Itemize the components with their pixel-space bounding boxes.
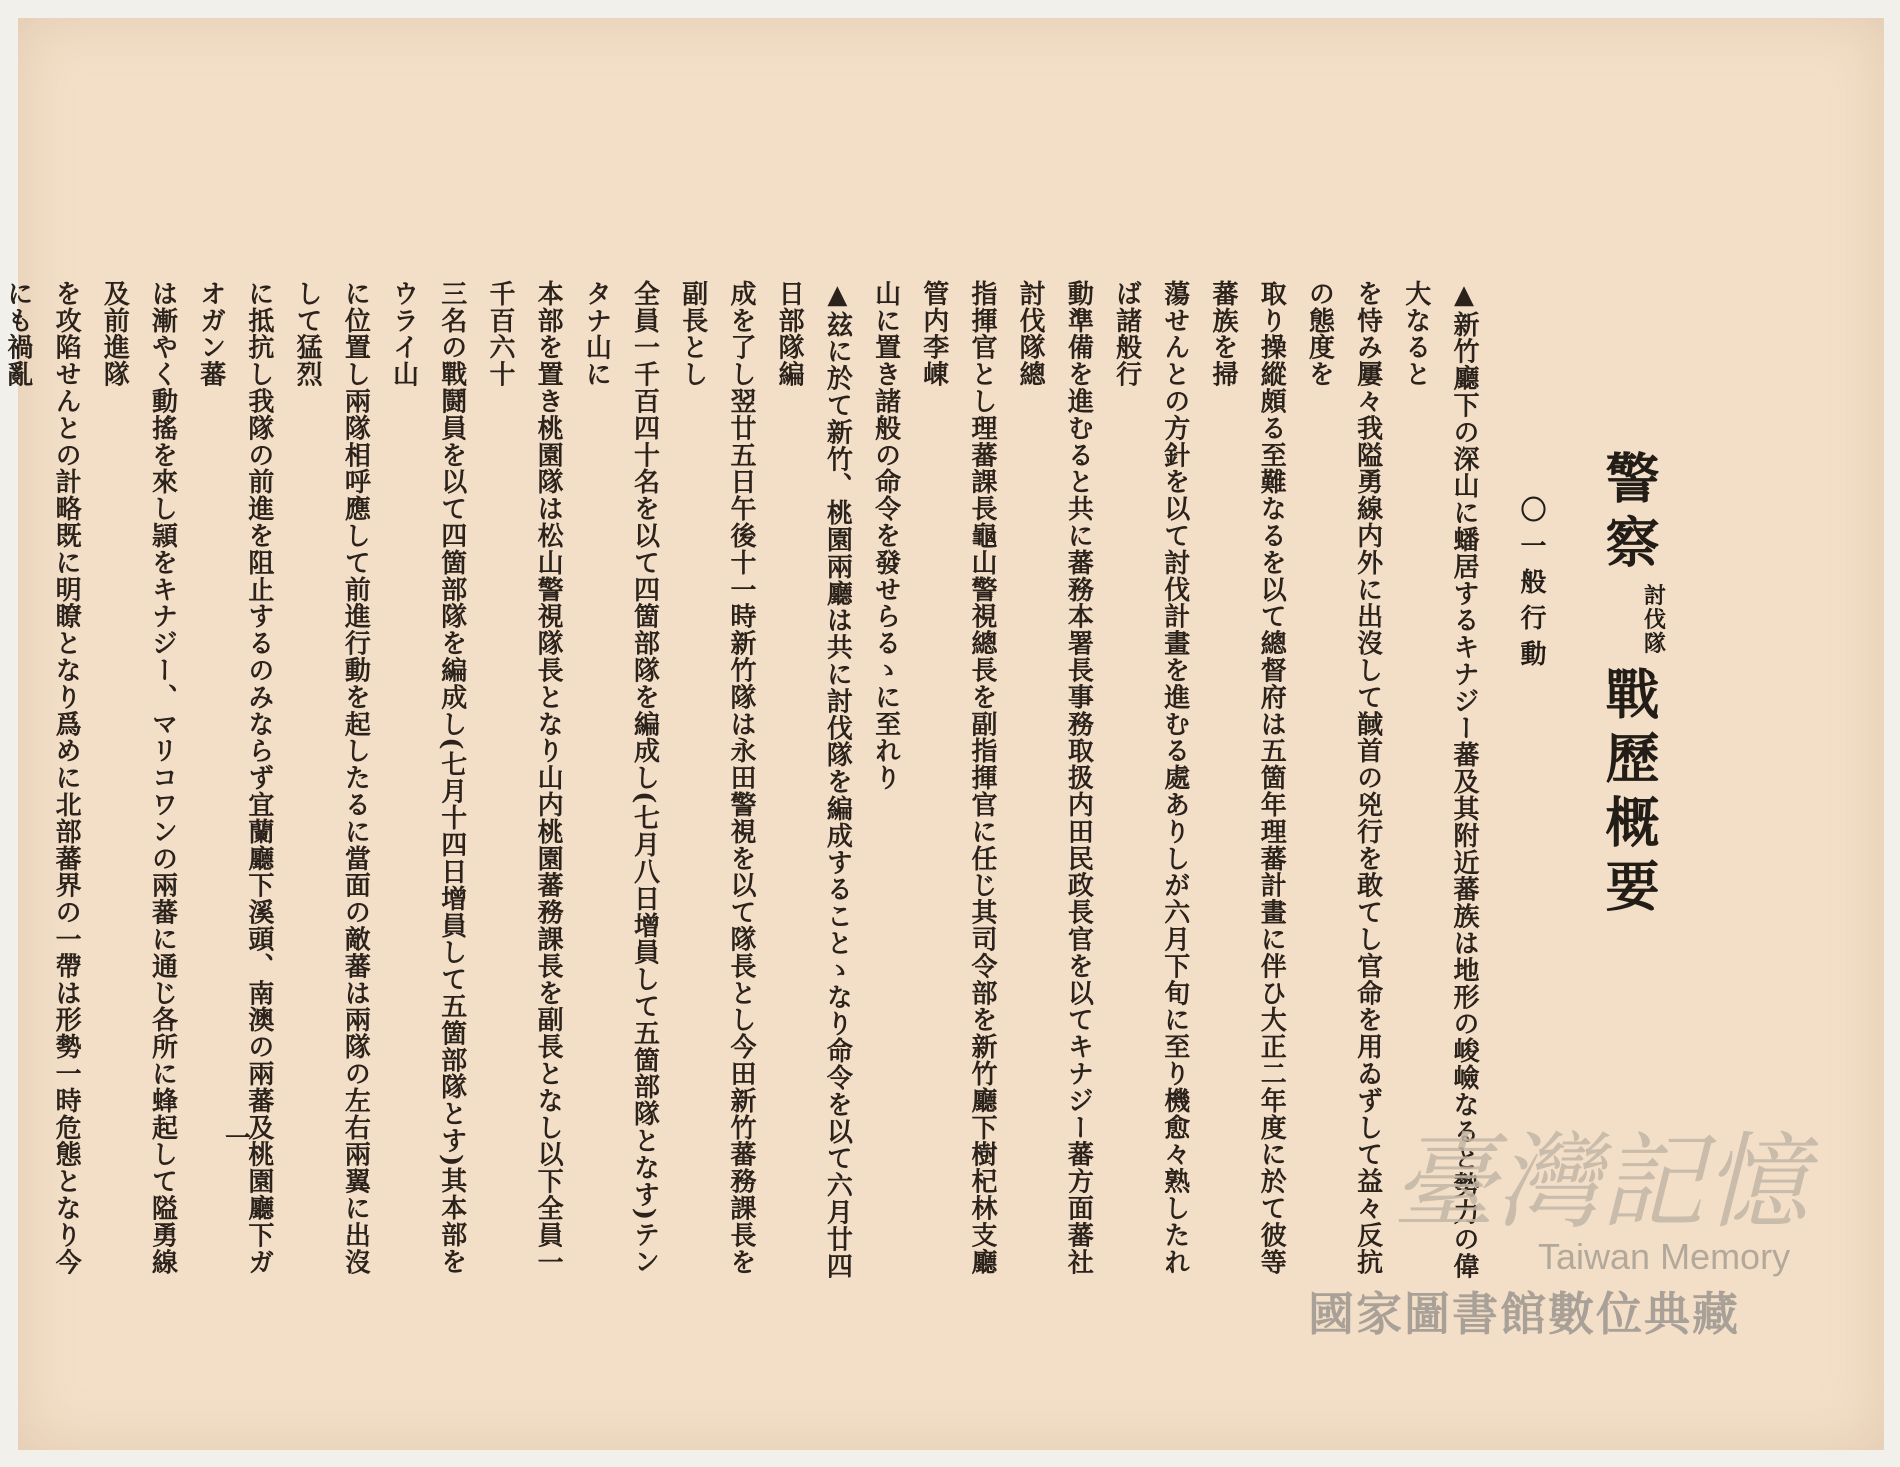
document-page [2,18,1884,1450]
watermark [1308,1118,1808,1378]
section-heading: 〇一般行動 [1516,496,1546,676]
body-text [2,280,1488,1280]
page-number: 一 [224,1124,251,1154]
body-line: を恃み屢々我隘勇線内外に出沒して馘首の兇行を敢てし官命を用ゐずして益々反抗の態度を [1304,280,1383,1276]
body-line: ▲玆に於て新竹、桃園兩廳は共に討伐隊を編成することゝなり命令を以て六月廿四日部隊編 [774,280,853,1280]
body-line: 動準備を進むると共に蕃務本署長事務取扱内田民政長官を以てキナジー蕃方面蕃社討伐隊總 [1015,280,1094,1276]
body-line: に抵抗し我隊の前進を阻止するのみならず宜蘭廳下溪頭、南澳の兩蕃及桃園廳下ガオガン蕃 [195,280,274,1276]
document-title [1578,438,1668,922]
svg-text:臺灣記憶: 臺灣記憶 [1391,1121,1808,1243]
body-line: 本部を置き桃園隊は松山警視隊長となり山内桃園蕃務課長を副長となし以下全員一千百六十 [484,280,564,1276]
watermark-logo-icon [1308,1118,1808,1243]
title-main: 警察 [1597,450,1661,578]
body-line: 取り操縱頗る至難なるを以て總督府は五箇年理蕃計畫に伴ひ大正二年度に於て彼等蕃族を掃 [1207,280,1287,1276]
body-line: 三名の戰鬪員を以て四箇部隊を編成し(七月十四日增員して五箇部隊とす)其本部をウライ山 [388,280,467,1275]
body-line: 成を了し翌廿五日午後十一時新竹隊は永田警視を以て隊長とし今田新竹蕃務課長を副長とし [677,280,756,1276]
title-subscript: 討伐隊 [1643,583,1666,657]
body-line: 山に置き諸般の命令を發せらるゝに至れり [870,280,901,792]
watermark-english: Taiwan Memory [1538,1236,1791,1277]
body-line: ▲新竹廳下の深山に蟠居するキナジー蕃及其附近蕃族は地形の峻嶮なると勢力の偉大なると [1400,280,1479,1280]
body-line: は漸やく動搖を來し頴をキナジー、マリコワンの兩蕃に通じ各所に蜂起して隘勇線及前進隊 [99,280,178,1276]
title-main-rest: 戰歷概要 [1597,666,1661,922]
body-line: 蕩せんとの方針を以て討伐計畫を進むる處ありしが六月下旬に至り機愈々熟したれば諸般行 [1111,280,1190,1276]
watermark-chinese: 國家圖書館數位典藏 [1308,1287,1740,1341]
body-line: に位置し兩隊相呼應して前進行動を起したるに當面の敵蕃は兩隊の左右兩翼に出沒して猛烈 [292,280,371,1276]
body-line: を攻陷せんとの計略既に明瞭となり爲めに北部蕃界の一帶は形勢一時危態となり今にも禍亂 [2,280,82,1276]
body-line: 指揮官とし理蕃課長龜山警視總長を副指揮官に任じ其司令部を新竹廳下樹杞林支廳管内李崠 [918,280,997,1276]
body-line: 全員一千百四十名を以て四箇部隊を編成し(七月八日增員して五箇部隊となす)テンタナ山に [581,280,660,1275]
